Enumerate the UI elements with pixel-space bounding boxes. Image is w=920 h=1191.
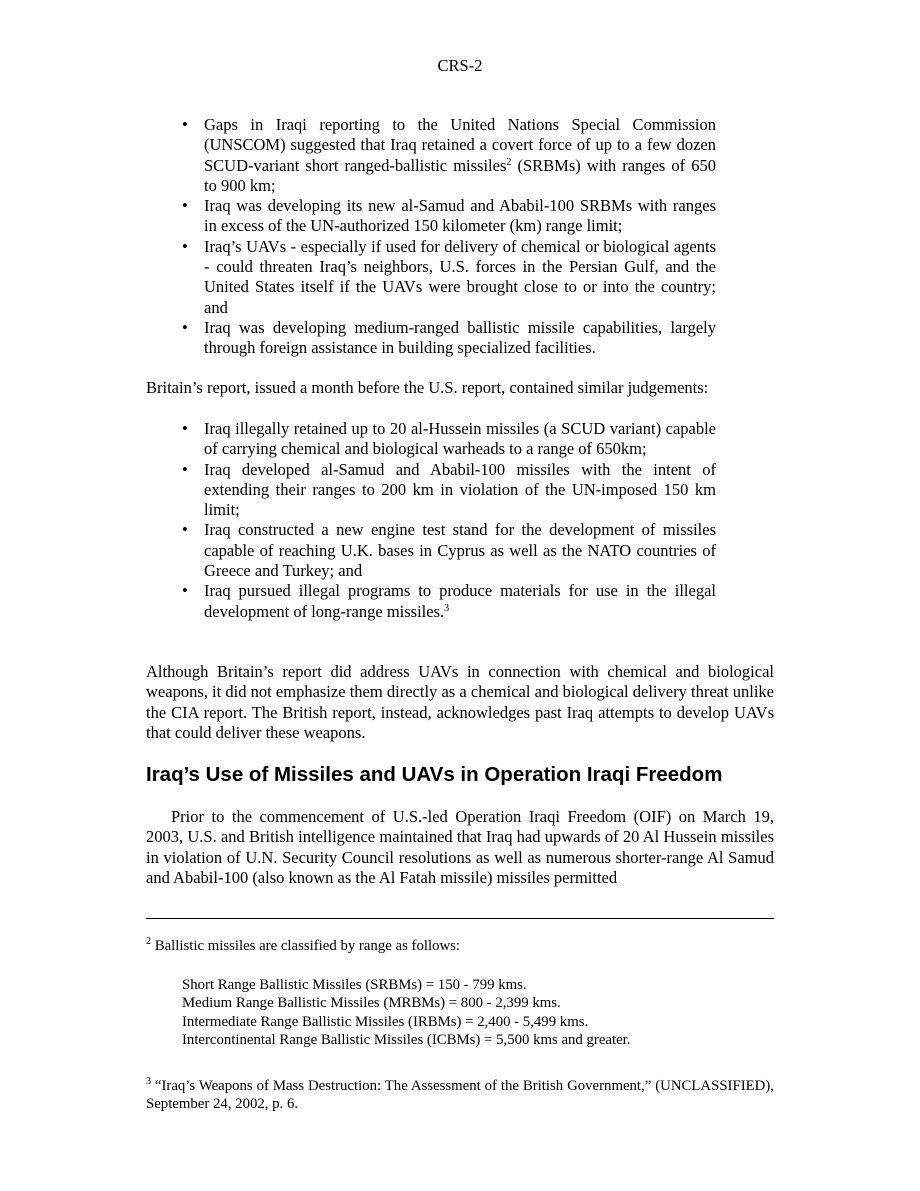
list-item: • Iraq was developing its new al-Samud and Ababil-100 SRBMs with ranges in excess of the UN-authorized 150 kilometer (km) range limit;	[182, 196, 716, 236]
missile-range-list	[182, 976, 630, 1049]
bullet-icon: •	[182, 581, 188, 601]
us-assessment-bullet-list	[180, 115, 716, 359]
list-item: Medium Range Ballistic Missiles (MRBMs) = 800 - 2,399 kms.	[182, 995, 561, 1012]
list-item: Short Range Ballistic Missiles (SRBMs) = 150 - 799 kms.	[182, 977, 527, 993]
list-item: • Iraq illegally retained up to 20 al-Hussein missiles (a SCUD variant) capable of carrying chemical and biological warheads to a range of 650km;	[182, 419, 716, 459]
section-heading: Iraq’s Use of Missiles and UAVs in Operation Iraqi Freedom	[146, 763, 723, 786]
bullet-icon: •	[182, 236, 188, 256]
list-item: • Iraq constructed a new engine test stand for the development of missiles capable of reaching U.K. bases in Cyprus as well as the NATO countries of Greece and Turkey; and	[182, 520, 716, 581]
footnote-marker-3: 3	[146, 1076, 151, 1087]
bullet-icon: •	[182, 459, 188, 479]
footnote-divider	[146, 918, 774, 919]
bullet-icon: •	[182, 317, 188, 337]
footnote-ref-2[interactable]: 2	[506, 156, 512, 168]
list-item: Intermediate Range Ballistic Missiles (IRBMs) = 2,400 - 5,499 kms.	[182, 1013, 589, 1030]
bullet-icon: •	[182, 115, 188, 134]
uk-assessment-bullet-list	[180, 419, 716, 622]
list-item: • Gaps in Iraqi reporting to the United Nations Special Commission (UNSCOM) suggested that Iraq retained a covert force of up to a few dozen SCUD-variant short ranged-ballistic missiles$^2$ (SRBMs) with ranges of 650 to 900 km;	[182, 115, 716, 195]
bullet-icon: •	[182, 419, 188, 438]
bullet-icon: •	[182, 520, 188, 540]
page-header: CRS-2	[437, 56, 483, 75]
britain-intro-paragraph: Britain’s report, issued a month before the U.S. report, contained similar judgements:	[146, 378, 709, 397]
footnote-marker-2: 2	[146, 936, 151, 947]
bullet-icon: •	[182, 196, 188, 216]
footnote-3: $^3$ “Iraq’s Weapons of Mass Destruction: The Assessment of the British Government,” (UNCLASSIFIED), September 24, 2002, p. 6.	[146, 1076, 774, 1112]
footnote-2: $^2$ Ballistic missiles are classified by range as follows:	[146, 936, 461, 954]
list-item: • Iraq’s UAVs - especially if used for delivery of chemical or biological agents - could threaten Iraq’s neighbors, U.S. forces in the Persian Gulf, and the United States itself if the UAVs were brought close to or into the country; and	[182, 236, 716, 317]
list-item: • Iraq pursued illegal programs to produce materials for use in the illegal development of long-range missiles.$^3$	[182, 581, 716, 621]
list-item: • Iraq developed al-Samud and Ababil-100 missiles with the intent of extending their ranges to 200 km in violation of the UN-imposed 150 km limit;	[182, 459, 716, 520]
footnote-ref-3[interactable]: 3	[444, 602, 450, 614]
list-item: Intercontinental Range Ballistic Missiles (ICBMs) = 5,500 kms and greater.	[182, 1031, 631, 1048]
britain-uav-paragraph: Although Britain’s report did address UAVs in connection with chemical and biological weapons, it did not emphasize them directly as a chemical and biological delivery threat unlike the CIA report. The British report, instead, acknowledges past Iraq attempts to develop UAVs that could deliver these weapons.	[146, 662, 774, 742]
list-item: • Iraq was developing medium-ranged ballistic missile capabilities, largely through foreign assistance in building specialized facilities.	[182, 317, 716, 358]
oif-paragraph: Prior to the commencement of U.S.-led Operation Iraqi Freedom (OIF) on March 19, 2003, U.S. and British intelligence maintained that Iraq had upwards of 20 Al Hussein missiles in violation of U.N. Security Council resolutions as well as numerous shorter-range Al Samud and Ababil-100 (also known as the Al Fatah missile) missiles permitted	[146, 807, 774, 887]
